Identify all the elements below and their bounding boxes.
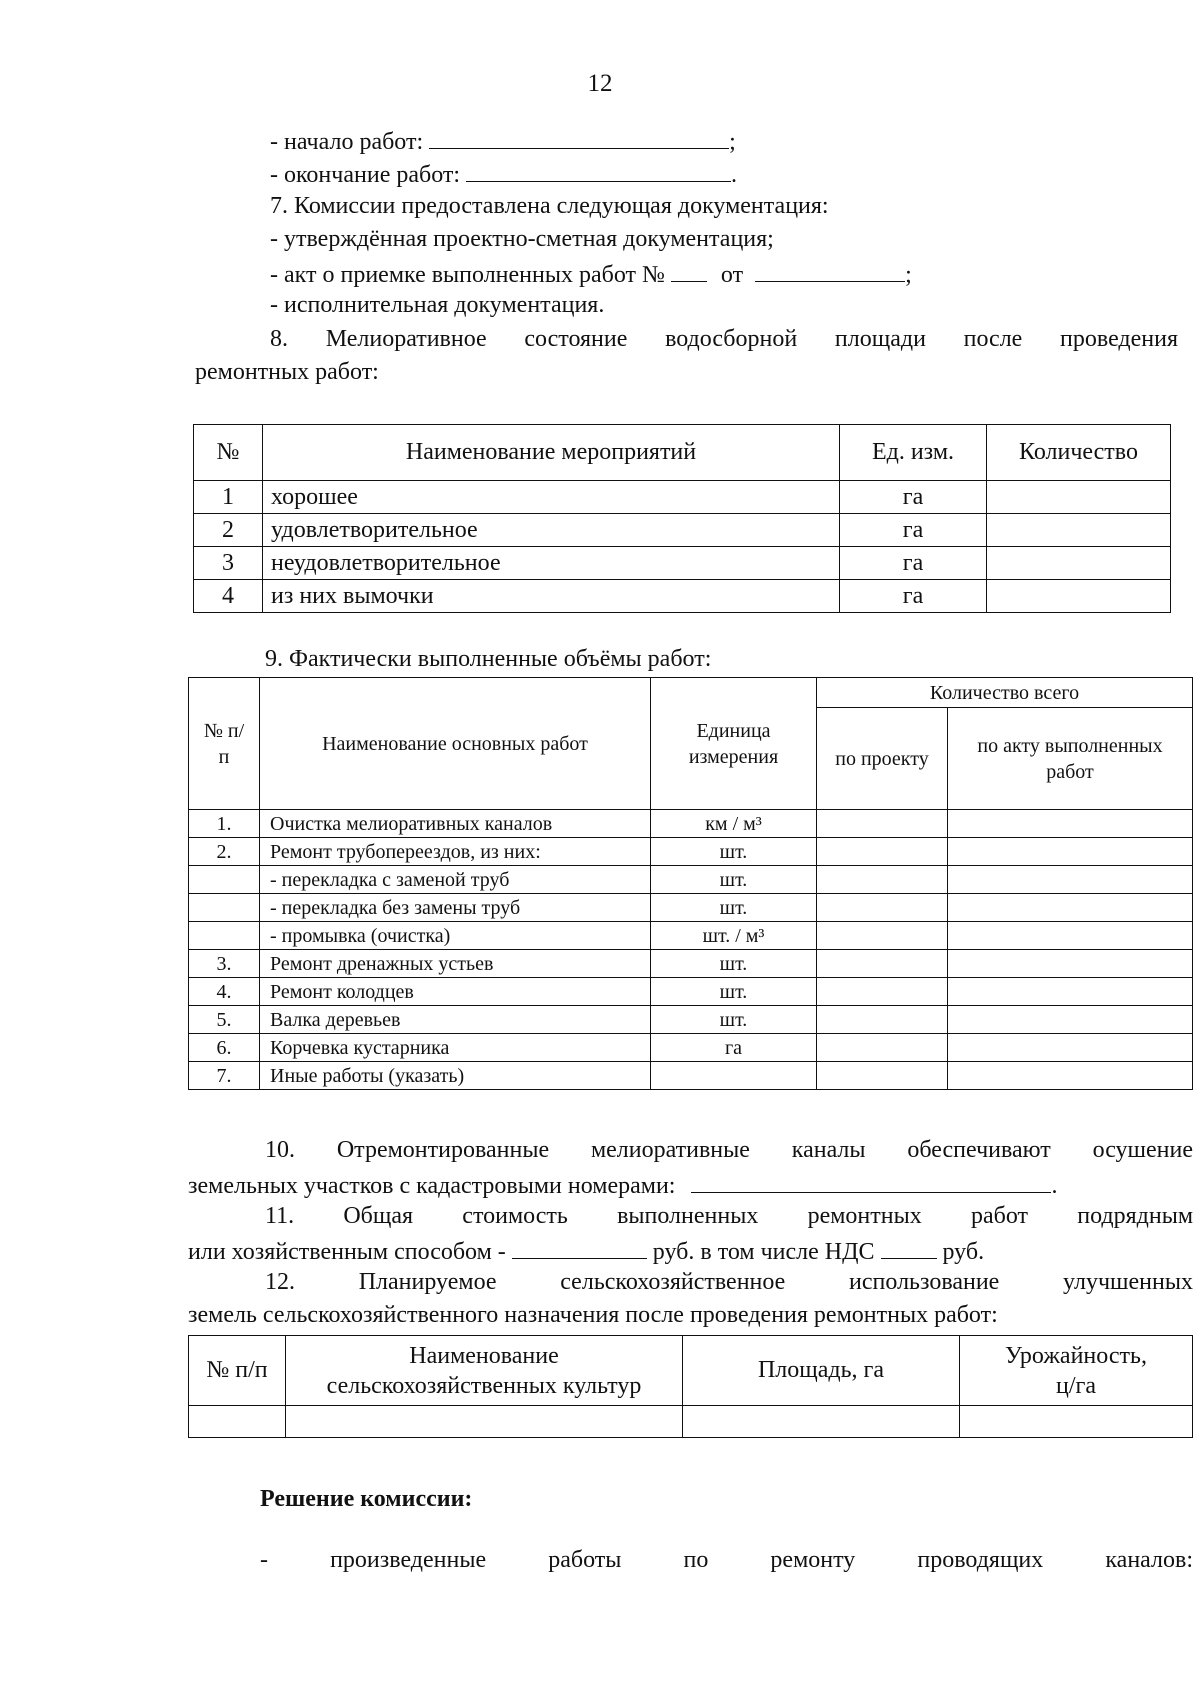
t3-row1-area[interactable] bbox=[683, 1406, 960, 1438]
t2-row1-project[interactable] bbox=[817, 810, 948, 838]
cost-label: или хозяйственным способом - bbox=[188, 1239, 506, 1265]
t3-header-num: № п/п bbox=[189, 1336, 286, 1406]
t2-row10-num: 7. bbox=[189, 1062, 260, 1090]
t2-row1-num: 1. bbox=[189, 810, 260, 838]
t2-row5-act[interactable] bbox=[948, 922, 1193, 950]
t2-row3-project[interactable] bbox=[817, 866, 948, 894]
t2-row4-unit: шт. bbox=[651, 894, 817, 922]
table-row bbox=[189, 922, 1193, 950]
cadastral-label: земельных участков с кадастровыми номерами: bbox=[188, 1173, 676, 1199]
work-end-blank[interactable] bbox=[466, 159, 731, 182]
table-row bbox=[189, 894, 1193, 922]
t1-row3-unit: га bbox=[840, 547, 987, 580]
t1-row1-qty[interactable] bbox=[987, 481, 1171, 514]
t2-row3-act[interactable] bbox=[948, 866, 1193, 894]
cadastral-blank[interactable] bbox=[691, 1170, 1051, 1193]
t1-row2-num: 2 bbox=[194, 514, 263, 547]
t3-header-yield bbox=[960, 1336, 1193, 1406]
t2-row8-act[interactable] bbox=[948, 1006, 1193, 1034]
t2-row7-act[interactable] bbox=[948, 978, 1193, 1006]
t2-row8-name: Валка деревьев bbox=[260, 1006, 651, 1034]
section7-item1: - утверждённая проектно-сметная документация; bbox=[270, 226, 774, 252]
t2-header-total: Количество всего bbox=[817, 678, 1193, 708]
t2-row10-name: Иные работы (указать) bbox=[260, 1062, 651, 1090]
table-row bbox=[189, 810, 1193, 838]
t1-row1-unit: га bbox=[840, 481, 987, 514]
t2-row1-unit: км / м³ bbox=[651, 810, 817, 838]
t3-row1-name[interactable] bbox=[286, 1406, 683, 1438]
t1-row2-qty[interactable] bbox=[987, 514, 1171, 547]
t1-row2-unit: га bbox=[840, 514, 987, 547]
work-start-blank[interactable] bbox=[429, 126, 729, 149]
work-end-label: - окончание работ: bbox=[270, 162, 461, 188]
t2-row2-act[interactable] bbox=[948, 838, 1193, 866]
t1-header-num: № bbox=[194, 425, 263, 481]
decision-heading bbox=[260, 1486, 472, 1513]
section8-line2: ремонтных работ: bbox=[195, 359, 379, 385]
work-end-end: . bbox=[731, 162, 738, 188]
t2-row5-num bbox=[189, 922, 260, 950]
t2-row7-name: Ремонт колодцев bbox=[260, 978, 651, 1006]
t2-row8-unit: шт. bbox=[651, 1006, 817, 1034]
t2-row6-name: Ремонт дренажных устьев bbox=[260, 950, 651, 978]
decision-line: - произведенные работы по ремонту проводящих каналов: bbox=[260, 1547, 1193, 1573]
t3-header-yield-2: ц/га bbox=[1055, 1372, 1096, 1399]
t2-row6-act[interactable] bbox=[948, 950, 1193, 978]
decision-heading-text: Решение комиссии: bbox=[260, 1486, 473, 1512]
t2-row2-num: 2. bbox=[189, 838, 260, 866]
t2-row1-name: Очистка мелиоративных каналов bbox=[260, 810, 651, 838]
table-row bbox=[194, 481, 1171, 514]
section12-line1: 12. Планируемое сельскохозяйственное использование улучшенных bbox=[265, 1269, 1193, 1295]
section7-item2 bbox=[270, 259, 912, 289]
t2-row5-unit: шт. / м³ bbox=[651, 922, 817, 950]
table-row bbox=[189, 978, 1193, 1006]
t1-row3-qty[interactable] bbox=[987, 547, 1171, 580]
t2-row3-unit: шт. bbox=[651, 866, 817, 894]
t2-header-act: по акту выполненных работ bbox=[948, 708, 1193, 810]
section11-line1: 11. Общая стоимость выполненных ремонтных работ подрядным bbox=[265, 1203, 1193, 1229]
t2-row3-num bbox=[189, 866, 260, 894]
table-row bbox=[189, 1406, 1193, 1438]
table-row bbox=[194, 580, 1171, 613]
t2-row4-act[interactable] bbox=[948, 894, 1193, 922]
act-label: - акт о приемке выполненных работ № bbox=[270, 262, 665, 288]
t1-header-qty: Количество bbox=[987, 425, 1171, 481]
section12-line2: земель сельскохозяйственного назначения после проведения ремонтных работ: bbox=[188, 1302, 998, 1328]
table-row bbox=[189, 838, 1193, 866]
act-date-label: от bbox=[720, 262, 744, 288]
t2-header-name: Наименование основных работ bbox=[260, 678, 651, 810]
t2-row6-num: 3. bbox=[189, 950, 260, 978]
table-row bbox=[189, 1006, 1193, 1034]
t2-row7-project[interactable] bbox=[817, 978, 948, 1006]
t1-row3-name: неудовлетворительное bbox=[263, 547, 840, 580]
t2-row9-name: Корчевка кустарника bbox=[260, 1034, 651, 1062]
vat-label: руб. в том числе НДС bbox=[652, 1239, 875, 1265]
t2-row6-project[interactable] bbox=[817, 950, 948, 978]
t1-row1-num: 1 bbox=[194, 481, 263, 514]
agricultural-use-table bbox=[188, 1335, 1193, 1438]
t2-row6-unit: шт. bbox=[651, 950, 817, 978]
t3-header-name-2: сельскохозяйственных культур bbox=[326, 1372, 642, 1399]
t2-row3-name: - перекладка с заменой труб bbox=[260, 866, 651, 894]
meliorative-state-table bbox=[193, 424, 1171, 613]
work-volumes-table bbox=[188, 677, 1193, 1090]
t3-header-yield-1: Урожайность, bbox=[1005, 1342, 1147, 1369]
t2-header-project: по проекту bbox=[817, 708, 948, 810]
table-row bbox=[194, 547, 1171, 580]
t1-row4-unit: га bbox=[840, 580, 987, 613]
table-row bbox=[189, 950, 1193, 978]
t3-header-area: Площадь, га bbox=[683, 1336, 960, 1406]
t2-row8-num: 5. bbox=[189, 1006, 260, 1034]
t1-row4-num: 4 bbox=[194, 580, 263, 613]
section10-line1: 10. Отремонтированные мелиоративные каналы обеспечивают осушение bbox=[265, 1137, 1193, 1163]
t2-row2-name: Ремонт трубопереездов, из них: bbox=[260, 838, 651, 866]
section7-heading: 7. Комиссии предоставлена следующая документация: bbox=[270, 193, 829, 219]
t2-row10-project[interactable] bbox=[817, 1062, 948, 1090]
act-end: ; bbox=[905, 262, 912, 288]
section10-line2 bbox=[188, 1170, 1057, 1200]
t3-row1-yield[interactable] bbox=[960, 1406, 1193, 1438]
section7-item3: - исполнительная документация. bbox=[270, 292, 605, 318]
t2-row2-unit: шт. bbox=[651, 838, 817, 866]
t2-row1-act[interactable] bbox=[948, 810, 1193, 838]
t1-header-unit: Ед. изм. bbox=[840, 425, 987, 481]
vat-blank[interactable] bbox=[881, 1236, 937, 1259]
t2-row8-project[interactable] bbox=[817, 1006, 948, 1034]
t2-row5-project[interactable] bbox=[817, 922, 948, 950]
act-number-blank[interactable] bbox=[671, 259, 707, 282]
vat-currency: руб. bbox=[942, 1239, 985, 1265]
t2-row4-name: - перекладка без замены труб bbox=[260, 894, 651, 922]
act-date-blank[interactable] bbox=[755, 259, 905, 282]
t2-header-num: № п/п bbox=[189, 678, 260, 810]
t1-row2-name: удовлетворительное bbox=[263, 514, 840, 547]
work-start-end: ; bbox=[729, 129, 736, 155]
section11-line2 bbox=[188, 1236, 984, 1266]
t2-row2-project[interactable] bbox=[817, 838, 948, 866]
table-row bbox=[194, 514, 1171, 547]
t2-row4-num bbox=[189, 894, 260, 922]
t2-row9-act[interactable] bbox=[948, 1034, 1193, 1062]
cadastral-end: . bbox=[1051, 1173, 1058, 1199]
page-number: 12 bbox=[587, 70, 613, 97]
work-end-line bbox=[270, 159, 737, 189]
t3-row1-num[interactable] bbox=[189, 1406, 286, 1438]
t3-header-name-1: Наименование bbox=[409, 1342, 559, 1369]
t1-row3-num: 3 bbox=[194, 547, 263, 580]
t1-row4-qty[interactable] bbox=[987, 580, 1171, 613]
section8-line1: 8. Мелиоративное состояние водосборной площади после проведения bbox=[270, 326, 1178, 352]
t1-row4-name: из них вымочки bbox=[263, 580, 840, 613]
t2-row9-project[interactable] bbox=[817, 1034, 948, 1062]
t2-row9-num: 6. bbox=[189, 1034, 260, 1062]
table-row bbox=[189, 1062, 1193, 1090]
t2-row5-name: - промывка (очистка) bbox=[260, 922, 651, 950]
t1-header-name: Наименование мероприятий bbox=[263, 425, 840, 481]
cost-blank[interactable] bbox=[512, 1236, 647, 1259]
table-row bbox=[189, 1034, 1193, 1062]
t2-row9-unit: га bbox=[651, 1034, 817, 1062]
table-row bbox=[189, 866, 1193, 894]
work-start-line bbox=[270, 126, 736, 156]
t2-row4-project[interactable] bbox=[817, 894, 948, 922]
t1-row1-name: хорошее bbox=[263, 481, 840, 514]
t2-row7-num: 4. bbox=[189, 978, 260, 1006]
t2-row10-unit bbox=[651, 1062, 817, 1090]
t2-header-unit: Единица измерения bbox=[651, 678, 817, 810]
work-start-label: - начало работ: bbox=[270, 129, 424, 155]
t2-row7-unit: шт. bbox=[651, 978, 817, 1006]
t2-row10-act[interactable] bbox=[948, 1062, 1193, 1090]
t3-header-name bbox=[286, 1336, 683, 1406]
section9-heading: 9. Фактически выполненные объёмы работ: bbox=[265, 646, 712, 672]
